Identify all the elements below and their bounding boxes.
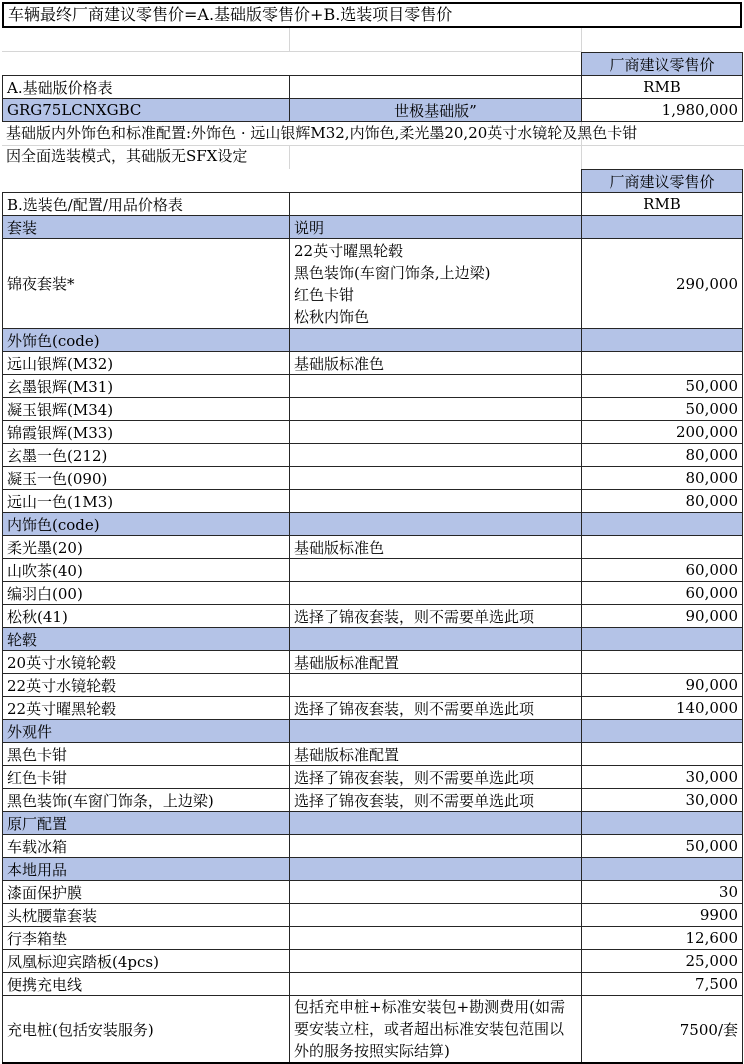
option-row	[3, 996, 743, 1064]
empty-cell[interactable]	[582, 513, 743, 536]
package-row	[3, 239, 743, 329]
empty-cell[interactable]	[290, 628, 582, 651]
desc-column-header[interactable]: 说明	[290, 216, 582, 239]
option-row	[3, 536, 743, 559]
option-row	[3, 444, 743, 467]
option-price-cell[interactable]: 80,000	[582, 490, 743, 513]
option-price-cell[interactable]: 25,000	[582, 950, 743, 973]
option-desc-cell[interactable]: 基础版标准色	[290, 536, 582, 559]
options-price-table	[2, 169, 743, 1064]
option-name-cell[interactable]: 锦霞银辉(M33)	[3, 421, 290, 444]
empty-cell[interactable]	[290, 329, 582, 352]
empty-cell[interactable]	[290, 53, 582, 76]
option-name-cell[interactable]: 柔光墨(20)	[3, 536, 290, 559]
option-price-cell[interactable]: 50,000	[582, 398, 743, 421]
empty-cell[interactable]	[290, 720, 582, 743]
option-price-cell[interactable]: 50,000	[582, 835, 743, 858]
section-name-cell[interactable]: 外饰色(code)	[3, 329, 290, 352]
package-name-cell[interactable]: 锦夜套装*	[3, 239, 290, 329]
option-price-cell[interactable]: 7500/套	[582, 996, 743, 1064]
note-sfx[interactable]: 因全面选装模式，其础版无SFX设定	[6, 147, 248, 165]
empty-cell[interactable]	[582, 628, 743, 651]
option-row	[3, 950, 743, 973]
option-row	[3, 743, 743, 766]
option-name-cell[interactable]: 远山银辉(M32)	[3, 352, 290, 375]
option-price-cell[interactable]: 7,500	[582, 973, 743, 996]
option-name-cell[interactable]: 便携充电线	[3, 973, 290, 996]
option-name-cell[interactable]: 20英寸水镜轮毂	[3, 651, 290, 674]
option-desc-cell[interactable]	[290, 674, 582, 697]
option-price-cell[interactable]	[582, 352, 743, 375]
option-name-cell[interactable]: 头枕腰靠套装	[3, 904, 290, 927]
section-header-row	[3, 329, 743, 352]
option-desc-cell[interactable]: 选择了锦夜套装，则不需要单选此项	[290, 789, 582, 812]
option-name-cell[interactable]: 凝玉一色(090)	[3, 467, 290, 490]
empty-cell[interactable]	[290, 170, 582, 193]
option-price-cell[interactable]: 90,000	[582, 605, 743, 628]
option-name-cell[interactable]: 漆面保护膜	[3, 881, 290, 904]
section-name-cell[interactable]: 外观件	[3, 720, 290, 743]
section-header-row	[3, 858, 743, 881]
gridline	[289, 28, 290, 52]
option-row	[3, 605, 743, 628]
option-desc-cell[interactable]	[290, 835, 582, 858]
table-row	[3, 193, 743, 216]
empty-cell[interactable]	[290, 193, 582, 216]
option-name-cell[interactable]: 车载冰箱	[3, 835, 290, 858]
notes-block	[2, 122, 744, 169]
option-row	[3, 766, 743, 789]
section-header-row	[3, 720, 743, 743]
option-row	[3, 398, 743, 421]
option-price-cell[interactable]: 12,600	[582, 927, 743, 950]
table-row	[3, 99, 743, 122]
option-row	[3, 674, 743, 697]
option-name-cell[interactable]: 黑色卡钳	[3, 743, 290, 766]
option-desc-cell[interactable]	[290, 904, 582, 927]
table-row	[3, 76, 743, 99]
option-price-cell[interactable]	[582, 743, 743, 766]
empty-cell[interactable]	[290, 76, 582, 99]
option-price-cell[interactable]	[582, 536, 743, 559]
section-header-row	[3, 513, 743, 536]
option-name-cell[interactable]: 22英寸水镜轮毂	[3, 674, 290, 697]
empty-cell[interactable]	[582, 812, 743, 835]
option-row	[3, 559, 743, 582]
option-row	[3, 375, 743, 398]
option-price-cell[interactable]: 60,000	[582, 559, 743, 582]
package-desc-cell[interactable]	[290, 239, 582, 329]
option-desc-cell[interactable]: 选择了锦夜套装，则不需要单选此项	[290, 697, 582, 720]
option-row	[3, 904, 743, 927]
option-name-cell[interactable]: 编羽白(00)	[3, 582, 290, 605]
option-desc-cell[interactable]	[290, 444, 582, 467]
option-desc-cell[interactable]: 基础版标准配置	[290, 651, 582, 674]
empty-cell[interactable]	[290, 513, 582, 536]
option-name-cell[interactable]: 红色卡钳	[3, 766, 290, 789]
option-desc-cell[interactable]	[290, 398, 582, 421]
option-name-cell[interactable]: 松秋(41)	[3, 605, 290, 628]
option-row	[3, 582, 743, 605]
option-name-cell[interactable]: 远山一色(1M3)	[3, 490, 290, 513]
option-row	[3, 697, 743, 720]
package-column-header[interactable]: 套装	[3, 216, 290, 239]
option-price-cell[interactable]: 30	[582, 881, 743, 904]
empty-cell[interactable]	[582, 720, 743, 743]
option-price-cell[interactable]: 9900	[582, 904, 743, 927]
option-desc-cell[interactable]	[290, 973, 582, 996]
gridline	[581, 28, 582, 52]
option-price-cell[interactable]: 80,000	[582, 467, 743, 490]
option-row	[3, 973, 743, 996]
option-price-cell[interactable]: 30,000	[582, 789, 743, 812]
note-standard-config[interactable]: 基础版内外饰色和标准配置:外饰色 · 远山银辉M32,内饰色,柔光墨20,20英寸水镜轮及黑色卡钳	[6, 124, 638, 142]
option-name-cell[interactable]: 凤凰标迎宾踏板(4pcs)	[3, 950, 290, 973]
empty-cell[interactable]	[582, 858, 743, 881]
option-name-cell[interactable]: 黑色装饰(车窗门饰条，上边梁)	[3, 789, 290, 812]
empty-cell[interactable]	[3, 53, 290, 76]
msrp-header-cell-b[interactable]: 厂商建议零售价	[582, 170, 743, 193]
section-header-row	[3, 628, 743, 651]
option-desc-cell[interactable]	[290, 927, 582, 950]
option-row	[3, 881, 743, 904]
option-desc-cell[interactable]: 包括充申桩+标准安装包+勘测费用(如需要安装立柱，或者超出标准安装包范围以外的服务按照实际结算)	[290, 996, 582, 1064]
option-price-cell[interactable]	[582, 651, 743, 674]
option-name-cell[interactable]: 玄墨银辉(M31)	[3, 375, 290, 398]
column-header-row	[3, 216, 743, 239]
option-price-cell[interactable]: 60,000	[582, 582, 743, 605]
currency-cell-a[interactable]: RMB	[582, 76, 743, 99]
section-name-cell[interactable]: 轮毂	[3, 628, 290, 651]
option-row	[3, 789, 743, 812]
table-row	[3, 170, 743, 193]
empty-cell[interactable]	[3, 170, 290, 193]
empty-cell[interactable]	[582, 216, 743, 239]
option-name-cell[interactable]: 山吹茶(40)	[3, 559, 290, 582]
base-price-table	[2, 52, 743, 122]
section-name-cell[interactable]: 内饰色(code)	[3, 513, 290, 536]
option-name-cell[interactable]: 凝玉银辉(M34)	[3, 398, 290, 421]
empty-row-gap	[2, 28, 742, 52]
page-title: 车辆最终厂商建议零售价=A.基础版零售价+B.选装项目零售价	[2, 2, 742, 28]
option-name-cell[interactable]: 22英寸曜黑轮毂	[3, 697, 290, 720]
table-row	[3, 53, 743, 76]
option-desc-cell[interactable]: 选择了锦夜套装，则不需要单选此项	[290, 766, 582, 789]
package-desc-line: 松秋内饰色	[294, 307, 370, 326]
option-name-cell[interactable]: 充电桩(包括安装服务)	[3, 996, 290, 1064]
empty-cell[interactable]	[290, 812, 582, 835]
package-price-cell[interactable]: 290,000	[582, 239, 743, 329]
section-name-cell[interactable]: 原厂配置	[3, 812, 290, 835]
option-row	[3, 421, 743, 444]
option-desc-cell[interactable]	[290, 375, 582, 398]
package-desc-line: 22英寸曜黑轮毂	[294, 241, 404, 260]
option-desc-cell[interactable]	[290, 582, 582, 605]
option-row	[3, 467, 743, 490]
option-name-cell[interactable]: 玄墨一色(212)	[3, 444, 290, 467]
package-desc-line: 红色卡钳	[294, 285, 355, 304]
base-price-cell[interactable]: 1,980,000	[582, 99, 743, 122]
option-name-cell[interactable]: 行李箱垫	[3, 927, 290, 950]
option-desc-cell[interactable]	[290, 421, 582, 444]
option-desc-cell[interactable]	[290, 467, 582, 490]
option-price-cell[interactable]: 80,000	[582, 444, 743, 467]
options-table-label-cell[interactable]: B.选装色/配置/用品价格表	[3, 193, 290, 216]
option-desc-cell[interactable]: 选择了锦夜套装，则不需要单选此项	[290, 605, 582, 628]
option-desc-cell[interactable]	[290, 490, 582, 513]
option-desc-cell[interactable]	[290, 559, 582, 582]
section-name-cell[interactable]: 本地用品	[3, 858, 290, 881]
empty-cell[interactable]	[290, 858, 582, 881]
option-price-cell[interactable]: 50,000	[582, 375, 743, 398]
option-price-cell[interactable]: 140,000	[582, 697, 743, 720]
section-header-row	[3, 812, 743, 835]
empty-cell[interactable]	[582, 329, 743, 352]
option-row	[3, 490, 743, 513]
option-desc-cell[interactable]	[290, 881, 582, 904]
option-row	[3, 352, 743, 375]
gridline	[2, 51, 581, 52]
package-desc-line: 黑色装饰(车窗门饰条,上边梁)	[294, 263, 491, 282]
model-code-cell[interactable]: GRG75LCNXGBC	[3, 99, 290, 122]
option-price-cell[interactable]: 200,000	[582, 421, 743, 444]
option-price-cell[interactable]: 30,000	[582, 766, 743, 789]
option-desc-cell[interactable]: 基础版标准配置	[290, 743, 582, 766]
model-name-cell[interactable]: 世极基础版”	[290, 99, 582, 122]
option-desc-cell[interactable]: 基础版标准色	[290, 352, 582, 375]
option-row	[3, 651, 743, 674]
option-row	[3, 835, 743, 858]
currency-cell-b[interactable]: RMB	[582, 193, 743, 216]
option-desc-cell[interactable]	[290, 950, 582, 973]
option-row	[3, 927, 743, 950]
msrp-header-cell-a[interactable]: 厂商建议零售价	[582, 53, 743, 76]
base-table-label-cell[interactable]: A.基础版价格表	[3, 76, 290, 99]
option-price-cell[interactable]: 90,000	[582, 674, 743, 697]
